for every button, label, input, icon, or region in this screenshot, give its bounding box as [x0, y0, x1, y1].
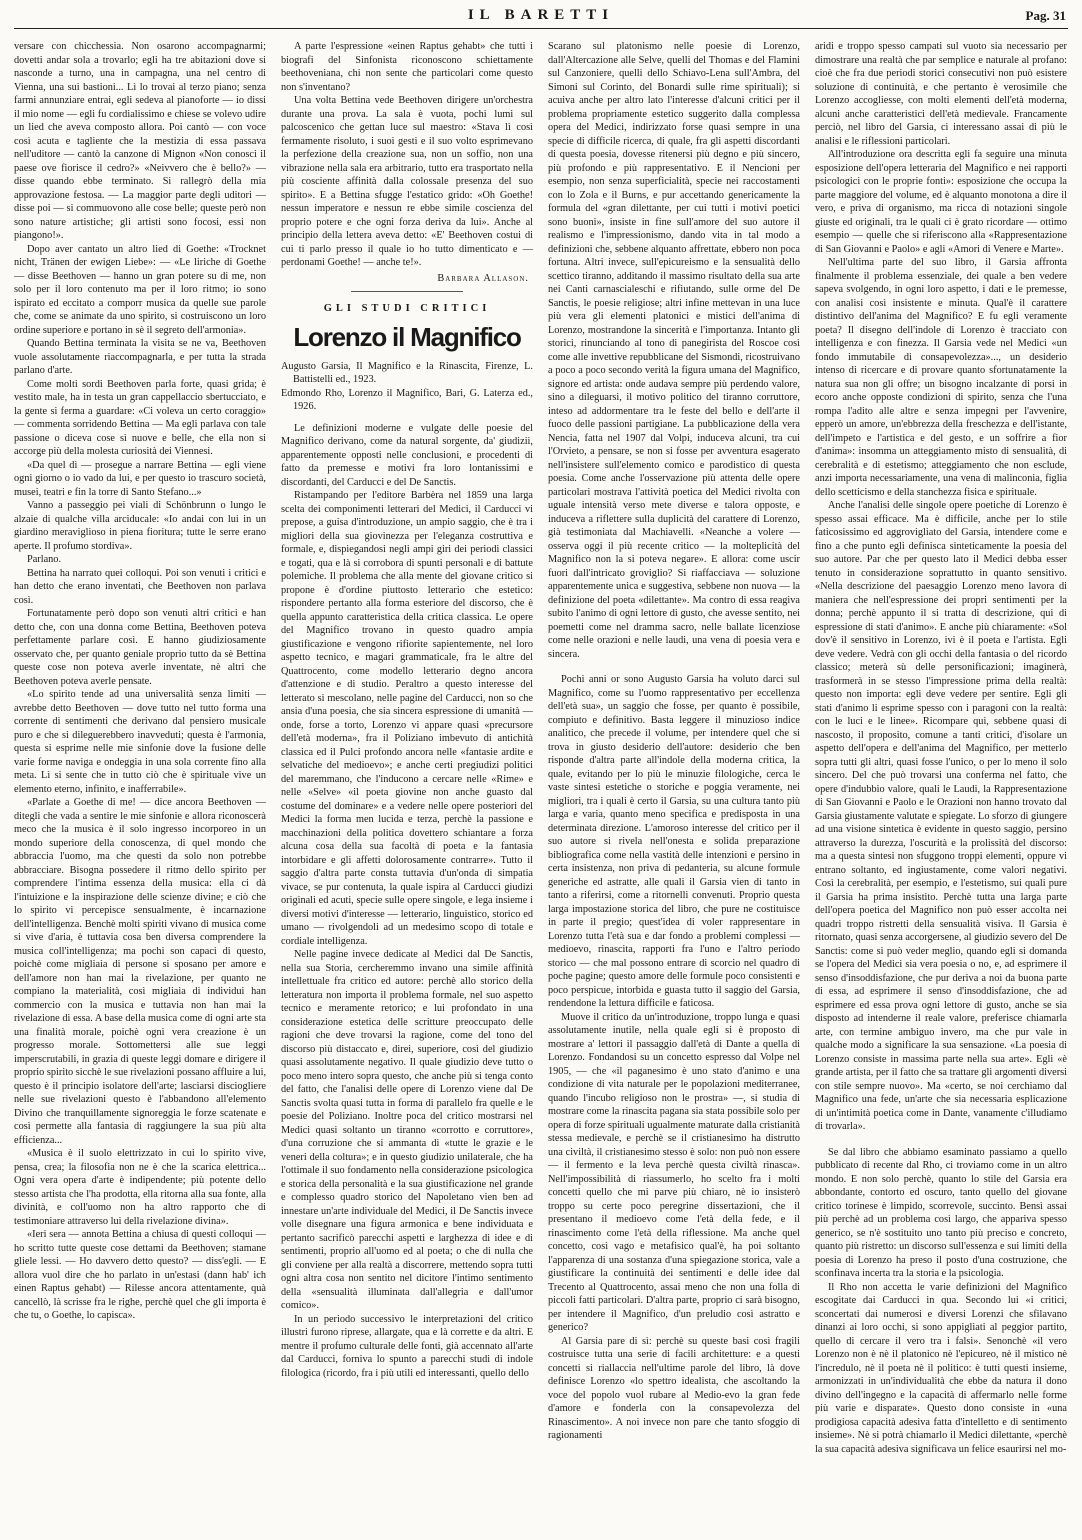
article-body [281, 422, 533, 1381]
author-signature: Barbara Allason. [437, 272, 529, 284]
paragraph: Augusto Garsia, Il Magnifico e la Rinascita, Firenze, L. Battistelli ed., 1923. [281, 360, 533, 385]
paragraph: Dopo aver cantato un altro lied di Goethe: «Trocknet nicht, Tränen der ewigen Liebe»: — «Le liriche di Goethe — disse Beethoven — hanno un gran potere su di me, non solo per il loro contenuto ma per il loro ritmo; io sono ispirato ed eccitato a comporr musica da quelle sue parole che, come se animate da uno spirito, si costruiscono un loro ordine superiore e portano in sè il segreto dell'armonia». [14, 243, 266, 336]
section-break [548, 661, 800, 673]
paragraph: Anche l'analisi delle singole opere poetiche di Lorenzo è spesso assai efficace. Ma è difficile, anche per lo stile faticosissimo ed aggrovigliato del Garsia, intendere come e fino a che punto egli definisca sinteticamente la poesia del suo autore. Par che per questo lato il Medici debba esser tenuto in considerazione soprattutto in quanto sensitivo. «Nella descrizione del paesaggio Lorenzo meno lavora di maniera che nell'espressione dei propri sentimenti per la donna; perchè appunto il si tratta di descrizione, qui di espressione di stati d'animo». E anche più chiaramente: «Sol dov'è il sensitivo in Lorenzo, ivi è il poeta e l'artista. Egli deve vedere. Vedrà con gli occhi della fantasia o del ricordo classico; meterà sù delle personificazioni; imaginerà, trasformerà in se stesso l'impressione prima della realtà: questo non importa: egli deve vedere per sentire. Egli gli stati d'animo li esprime spesso con i paragoni con la realtà: con le luci e le linee». Ricompare qui, sebbene quasi di nascosto, il proposito, comune a tanti critici, d'isolare un aspetto dell'opera e dell'anima del Magnifico, per metterlo sopra tutti gli altri, quasi fosse l'unico, o per lo meno il solo sincero. Del che può trovarsi una conferma nel fatto, che opere d'indubbio valore, quali le Laudi, la Rappresentazione di San Giovanni e Paolo e le Orazioni non hanno trovato dal Garsia giustamente valutate e spiegate. Lo sforzo di giungere ad una visione sintetica è evidente in questo saggio, persino attraverso la durezza, l'oscurità e la prolissità del discorso: ma a questa sintesi non sfuggono troppi elementi, oppure vi entrano soltanto, ed ingiustamente, come valori negativi. Così la cerebralità, per esempio, e l'estetismo, sui quali pure il Garsia ha prima insistito. Perchè tutta una larga parte dell'opera poetica del Magnifico non può esser accolta nei quadri troppo ristretti della sensualità visiva. Il Garsia è ritornato, quasi senza accorgersene, al giudizio severo del De Sanctis: come si può veder meglio, quando egli si domanda se l'opera del Medici sia vera poesia o no, e, ad esprimere il senso d'insoddisfazione, che pur deriva a noi da buona parte di essa, ad esprimere il senso d'insoddisfazione, che ad esprimere ed essa prova ogni lettore di gusto, anche se sia disposto ad intenderne il reale valore, preferisce chiamarla arte, con termine ambiguo invero, ma che pur vale in qualche modo a significare la sua sensazione. «La poesia di Lorenzo consiste in massima parte nella sua arte». Egli «è grande artista, per il fatto che sa trattare gli argomenti diversi con stile sempre nuovo». Ma «certo, se noi cerchiamo dal Magnifico una fede, un'arte che sia necessaria esplicazione di un'intimità poetica come in Dante, vanamente c'illudiamo di trovarla». [815, 500, 1067, 1132]
paragraph: Come molti sordi Beethoven parla forte, quasi grida; è vestito male, ha in testa un gran cappellaccio sbertucciato, e la gente si ferma a guardare: «Ci voleva un certo coraggio» — commenta sorridendo Bettina — Ma egli parlava con tale passione o diceva cose sì nuove e belle, che ella non si accorge più della molesta curiosità dei Viennesi. [14, 378, 266, 457]
page-header [14, 6, 1068, 29]
bibliography [281, 360, 533, 414]
column-1 [14, 40, 266, 1530]
section-label: GLI STUDI CRITICI [323, 303, 491, 314]
paragraph: Se dal libro che abbiamo esaminato passiamo a quello pubblicato di recente dal Rho, ci troviamo come in un altro mondo. E non solo perchè, quanto lo stile del Garsia era abbondante, contorto ed oscuro, tanto quello del giovane critico torinese è limpido, scorrevole, succinto. Bensì assai più perchè ad un problema così largo, che appariva spesso generico, se n'è sostituito uno tanto più preciso e concreto, quanto più ristretto: un discorso sull'essenza e sui limiti della poesia di Lorenzo ha preso il posto d'una costruzione, che sconfinava incerta tra la storia e la psicologia. [815, 1146, 1067, 1279]
article-headline: Lorenzo il Magnifico [293, 321, 521, 352]
paragraph: A parte l'espressione «einen Raptus gehabt» che tutti i biografi del Sinfonista riconoscono schiettamente beethoveniana, chi non sente che particolari come questo non s'inventano? [281, 41, 533, 93]
paragraph: Quando Bettina terminata la visita se ne va, Beethoven vuole assolutamente riaccompagnarla, e per tutta la strada parlano d'arte. [14, 338, 266, 376]
paragraph: Una volta Bettina vede Beethoven dirigere un'orchestra durante una prova. La sala è vuota, pochi lumi sul palcoscenico che gettan luce sul maestro: «Stava lì così fermamente risoluto, i suoi gesti e il suo volto esprimevano la perfezione della creazione sua, non un soffio, non una vibrazione nella sala era arbitrario, tutto era trasportato nella più cosciente affinità dalla colossale presenza del suo spirito». E a Bettina sfugge l'estatico grido: «Oh Goethe! nessun imperatore e nessun re ebbe simile coscienza del proprio potere e che ogni forza deriva da lui». Anche al principio della lettera aveva detto: «E' Beethoven costui di cui ti parlo presso il quale io ho tutto dimenticato e — perdonami Goethe! — anche te!». [281, 95, 533, 268]
paragraph: Nell'ultima parte del suo libro, il Garsia affronta finalmente il problema essenziale, dei quale a ben vedere sapeva svolgendo, in ogni loro aspetto, i dati e le premesse, con analisi così insistente e minuta. Qual'è il carattere distintivo dell'anima del Magnifico? E fu egli veramente poeta? Il disegno dell'indole di Lorenzo è tracciato con intelligenza e con finezza. Il Garsia vede nel Medici «un fondo immutabile di consapevolezza»..., un desiderio intenso di ricercare e di provare quanto sfortunatamente la natura sua non gli offre; un bisogno incalzante di porsi in ecoro anche opposte condizioni di spirito, senza che l'una rompa l'adito alle altre e senza impegni per l'avvenire, epperò un amore, un'ebbrezza della freschezza e dell'istante, dell'impeto e l'artistica e del gesto, e un soffrire a fior d'anima»: insomma un atteggiamento misto di sensualità, di cerebralità e di estetismo; atteggiamento che non esclude, anzi importa necessariamente, una vena di malinconia, figlia dello scetticismo e della stanchezza fisica e spirituale. [815, 257, 1067, 498]
paragraph: Ristampando per l'editore Barbèra nel 1859 una larga scelta dei componimenti letterari del Medici, il Carducci vi prepose, a guisa d'introduzione, un ampio saggio, che è tra i migliori della sua giovinezza per l'eleganza costruttiva e formale, e, dispiegandosi negli ampi giri dei periodi classici e togati, qua e là si corrobora di spunti personali e di battute polemiche. Il problema che alla mente del giovane critico si propone è d'ordine piuttosto letterario che estetico: rispondere pertanto alla forma esteriore del discorso, che è quella appunto caratteristica della critica classica. Le opere del Magnifico trovano in questo quadro ampia giustificazione e vengono rifiorite sapientemente, nel loro aspetto tecnico, e magari grammaticale, fra le altre del Quattrocento, come modello letterario degno ancora d'attenzione e di studio. Peraltro a questo interesse del letterato si mescolano, nelle pagine del Carducci, non so che ansia d'una poesia, che sia sincera espressione di umanità — onde, forse a torto, Lorenzo vi appare quasi «precursore dell'età moderna», fra il Poliziano imbevuto di antichità classica ed il Pulci profondo ancora nelle «fantasie ardite e selvatiche del medioevo»; e anche certi pregiudizi politici del maremmano, che l'inducono a cercare nelle «Rime» e nelle «Selve» «il poeta giovine non anche guasto dal costume del dominare» e a vedere nelle opere posteriori del Medici la forma men lucida e terza, perchè la passione e macchinazioni della politica dovettero schiantare a forza alcuna cosa della sua facoltà di poeta e la fantasia intorbidare e gli affetti dolorosamente contrarre». Tutto il saggio d'altra parte consta tuttavia d'un'onda di simpatia vivace, se pur contenuta, la quale ispira al Carducci giudizi originali ed acuti, specie sulle opere singole, e lega insieme i diversi motivi d'interesse — letterario, linguistico, storico ed umano — rivolgendoli ad un medesimo scopo di totale e cordiale intelligenza. [281, 490, 533, 947]
beethoven-article-end [281, 40, 533, 270]
section-break [815, 1134, 1067, 1146]
paragraph: versare con chicchessia. Non osarono accompagnarmi; dovetti andar sola a trovarlo; egli ha tre abitazioni dove si nasconde a turno, una in campagna, una nel centro di Vienna, una sui bastioni... Lì lo trovai al terzo piano; senza farmi annunziare entrai, egli sedeva al pianoforte — io dissi il mio nome — egli fu cordialissimo e chiese se volevo udire un lied che aveva composto allora. Poi cantò — con voce così acuta e tagliente che la mestizia di essa passava nell'uditore — cantò la canzone di Mignon «Non conosci il paese ove fiorisce il cedro?» «Neivvero che è bello?» — disse quando ebbe terminato. Si rallegrò della mia approvazione festosa. — La maggior parte degli uditori — disse poi — si commuovono alle cose belle; queste però non sono nature artistiche; gli artisti sono focosi, essi non piangono!». [14, 41, 266, 241]
paragraph: «Musica è il suolo elettrizzato in cui lo spirito vive, pensa, crea; la filosofia non ne è che la scarica elettrica... Ogni vera opera d'arte è indipendente; più potente dello stesso artista che l'ha prodotta, ella ritorna alla sua fonte, alla divinità, e coll'uomo non ha altro rapporto che di testimoniare attraverso lui della rivelazione divina». [14, 1148, 266, 1227]
column-2 [281, 40, 533, 1530]
column-3 [548, 40, 800, 1530]
paragraph: Fortunatamente però dopo son venuti altri critici e han detto che, con una donna come Bettina, Beethoven poteva perfettamente parlare così. E hanno giudiziosamente osservato che, per quanto geniale proprio tutto da sè Bettina queste cose non poteva averle inventate, nè altri che Beethoven poteva averle pensate. [14, 608, 266, 687]
paragraph: Pochi anni or sono Augusto Garsia ha voluto darci sul Magnifico, come su l'uomo rappresentativo per eccellenza dell'età sua», un saggio che fosse, per quanto è possibile, compiuto e definitivo. Basta leggere il minuzioso indice analitico, che precede il volume, per intendere quel che si trova in giusto desiderio dell'autore: desiderio che ben risponde d'altra parte all'indole della moderna critica, la quale, evitando per lo più le minuzie filologiche, cerca le vaste sintesi estetiche o storiche e poggia veramente, nei migliori, tra i quali è certo il Garsia, su una cultura tanto più larga e varia, quanto meno specifica e predisposta in una determinata direzione. L'amoroso interesse del critico per il suo autore si rivela nell'onesta e solida preparazione bibliografica come nella vastità delle intenzioni e persino in certa insistenza, non priva di pedanteria, su alcune formule generiche ed astratte, alle quali il Garsia vien di tanto in tanto a riferirsi, come a ritornelli convenuti. Proprio questa larga impostazione storica del libro, che pure ne costituisce in parte il pregio; quest'idea di voler rappresentare in Lorenzo tutta l'età sua e dar fondo a problemi complessi — medioevo, rinascita, rapporti fra l'uno e l'altro periodo storico — che mal possono entrare di scorcio nel quadro di poche pagine; questo amore delle formule poco consistenti e poco perspicue, intorbida e guasta tutto il saggio del Garsia, rendendone la lettura difficile e faticosa. [548, 674, 800, 1009]
paragraph: «Da quel dì — prosegue a narrare Bettina — egli viene ogni giorno o io vado da lui, e per questo io trascuro società, musei, teatri e fin la torre di Santo Stefano...» [14, 459, 266, 498]
paragraph: «Lo spirito tende ad una universalità senza limiti — avrebbe detto Beethoven — dove tutto nel tutto forma una corrente di sentimenti che derivano dal pensiero musicale puro e che si dileguerebbero inavveduti; questa è l'armonia, questa si esprime nelle mie sinfonie dove la fusione delle varie forme naviga e ondeggia in una sola corrente fino alla meta. Lì si sente che in tutto ciò che è spirituale vive un elemento eterno, infinito, e inafferrabile». [14, 689, 266, 795]
page-number: Pag. 31 [1025, 8, 1066, 23]
paragraph: Al Garsia pare di sì: perchè su queste basi così fragili costruisce tutta una serie di facili architetture: e a questi concetti si riallaccia nell'ultime parole del libro, là dove definisce Lorenzo «lo spettro idealista, che ascoltando la voce del popolo vuol rubare al Medio-evo la gran fede d'amore e fonderla con la consapevolezza del Rinascimento». A noi invece non pare che tanto sfoggio di ragionamenti [548, 1335, 800, 1441]
paragraph: Edmondo Rho, Lorenzo il Magnifico, Bari, G. Laterza ed., 1926. [281, 387, 533, 412]
paragraph: Il Rho non accetta le varie definizioni del Magnifico escogitate dai Carducci in qua. Secondo lui «i critici, sconcertati dai numerosi e diversi Lorenzi che sfilavano dinanzi ai loro occhi, si sono appigliati al peggior partito, quello di cercare il vero tra i falsi». Senonchè «il vero Lorenzo non è nè il platonico nè l'epicureo, nè il mistico nè l'incredulo, nè il poeta nè il politico: è tutti questi insieme, armonizzati in un'individualità che ebbe da natura il dono divino dell'ingegno e la capacità di affermarlo nelle forme più varie e disparate». Questo dono consiste in «una prodigiosa capacità adesiva fatta d'intelletto e di sentimento insieme». Nè si potrà chiamarlo il Medici dilettante, «perchè la sua capacità adesiva significava un felice esaurirsi nel mo- [815, 1281, 1067, 1455]
paragraph: aridi e troppo spesso campati sul vuoto sia necessario per dimostrare una realtà che par semplice e naturale al profano: cioè che fra due periodi storici consecutivi non può esistere soluzione di continuità, e che pertanto è verosimile che Lorenzo accogliesse, con molti elementi dell'età moderna, alcuni anche caratteristici dell'età medievale. Francamente perciò, nel libro del Garsia, ci interessano assai di più le analisi e le riflessioni particolari. [815, 41, 1067, 147]
paragraph: «Parlate a Goethe di me! — dice ancora Beethoven — ditegli che vada a sentire le mie sinfonie e allora riconoscerà meco che la musica è il solo ingresso incorporeo in un mondo superiore della conoscenza, di quel mondo che abbraccia l'uomo, ma che questi da solo non potrebbe abbracciare. Bisogna possedere il ritmo dello spirito per comprendere l'intima essenza della musica: ella ci dà l'intuizione e la inspirazione delle scienze divine; e ciò che lo spirito vi percepisce sensualmente, è incarnazione dell'intelligenza. Benchè molti spiriti vivano di musica come si vive d'aria, è tuttavia cosa ben diversa comprendere la musica coll'intelligenza; ma pochi son capaci di questo, poichè come migliaia di persone si sposano per amore e dell'amore non han mai la rivelazione, per quanto ne compiano la materialità, così migliaia di individui han commercio con la musica e tuttavia non han mai la rivelazione di essa. A base della musica come di ogni arte sta una finalità morale, poichè ogni vera creazione è un progresso morale. Sottomettersi alle sue leggi imperscrutabili, in grazia di queste leggi domare e dirigere il proprio spirito sicchè le sue rivelazioni possano affluire a lui, questo è il principio isolatore dell'arte; lasciarsi disciogliere nelle sue rivelazioni questo è l'abbandono all'elemento Divino che tranquillamente signoreggia le forze scatenate e così permette alla fantasia di raggiungere la sua più alta efficienza... [14, 797, 266, 1146]
paragraph: Vanno a passeggio pei viali di Schönbrunn o lungo le alzaie di qualche villa arciducale: «Io andai con lui in un giardino meraviglioso in piena fioritura; tutte le serre erano aperte. Il profumo stordiva». [14, 500, 266, 552]
column-4 [815, 40, 1067, 1530]
section-divider [351, 291, 463, 292]
paragraph: In un periodo successivo le interpretazioni del critico illustri furono riprese, allargate, qua e là corrette e da altri. E mentre il profumo culturale delle fonti, già accennato all'arte dal Carducci, forniva lo spunto a parecchi studi di indole filologica (ricordo, fra i più utili ed interessanti, quello dello [281, 1313, 533, 1379]
paragraph: All'introduzione ora descritta egli fa seguire una minuta esposizione dell'opera letteraria del Magnifico e nei rapporti psicologici con le proprie fonti»: esposizione che occupa la parte maggiore del volume, ed è alquanto monotona a dire il vero, e priva di organismo, ma ricca di notazioni singole giuste ed originali, tra le quali ci è grato ricordare — ottimo esempio — quelle che si riferiscono alla «Rappresentazione di San Giovanni e Paolo» e agli «Amori di Venere e Marte». [815, 149, 1067, 255]
journal-title: IL BARETTI [467, 7, 615, 23]
paragraph: Scarano sul platonismo nelle poesie di Lorenzo, dall'Altercazione alle Selve, quelli del Thomas e del Flamini sul Canzoniere, quelli dello Schiavo-Lena sull'Ambra, del Simoni sul Corinto, del Bonardi sulle rime spirituali); si acuiva anche per altro lato l'interesse d'alcuni critici per il problema propriamente estetico suggerito dalla complessa opera del Medici, indirizzato forse quasi sempre in una specie di difficile ricerca, di quale, fra gli aspetti discordanti di questa poesia, dovesse ritenersi più degno e più sincero, più profondo e più rappresentativo. E il Nencioni per esempio, non senza superficialità, specie nei raccostamenti con lo Zola e il Burns, e pur accettando genericamente la formula del «gran dilettante, per cui tutti i motivi poetici sono buoni», insiste in fine sull'amore del suo autore il realismo e l'impressionismo, dando vita in tal modo a definizioni che, sebbene alquanto affrettate, ebbero non poca fortuna. Altri invece, sull'epicureismo e la sensualità dello scettico tiranno, additando il massimo risultato della sua arte nei Canti carnascialeschi e rifiutando, sulle orme del De Sanctis, le poesie religiose; altri infine mettevan in una luce più vera gli elementi platonici e mistici dell'anima di Lorenzo, mostrandone la sincerità e l'importanza. Intanto gli storici, rinunciando al tono di panegirista del Roscoe così come alle invettive repubblicane del Sismondi, ricostruivano a poco a poco secondo verità la figura umana del Magnifico, signore ed artista: onde audava sempre più perdendo valore, sino a dileguarsi, il motivo politico del tiranno corruttore, inteso ad addormentare tra le feste del bello e dell'arte il fuoco delle passioni partigiane. La pubblicazione della vera Nencia, fatta nel 1907 dal Volpi, induceva alcuni, tra cui l'Orvieto, a pensare, se non si fosse per avventura esagerato nell'insistere sull'elemento comico e parodistico di questa poesia. Come anche l'osservazione più attenta delle opere particolari mostrava l'attività poetica del Medici rivolta con uguale intensità verso mete diverse e talora opposte, e induceva a riflettere sulla duplicità del carattere di Lorenzo, già testimoniata dal Machiavelli. «Neanche a volere — osserva oggi il più recente critico — la molteplicità del Magnifico non la si poteva negare». E allora: come uscir fuori dall'intricato groviglio? Si riaffacciava — soluzione apparentemente unica e suggestiva, sebbene non nuova — la definizione del poeta «dilettante». Ma contro di essa reagiva subito l'animo di ogni lettore di gusto, che avesse sentito, nei poemetti come nel dramma sacro, nelle ballate licenziose come nelle orazioni e nelle laudi, una vena di poesia vera e sincera. [548, 41, 800, 660]
paragraph: Parlano. [27, 554, 62, 565]
paragraph: «Ieri sera — annota Bettina a chiusa di questi colloqui — ho scritto tutte queste cose dettami da Beethoven; stamane gliele lessi. — Ho davvero detto questo? — diss'egli. — E allora vuol dire che ho parlato in un'estasi (dann hab' ich einen Raptus gehabt) — Rilesse ancora attentamente, quà cancellò, là scrisse fra le righe, perchè quel che gli importa è che tu, o Goethe, lo capisca». [14, 1229, 266, 1321]
paragraph: Le definizioni moderne e vulgate delle poesie del Magnifico derivano, come da natural sorgente, da' giudizii, apparentemente opposti nelle conclusioni, e procedenti di fatto da premesse e motivi fra loro lontanissimi e discordanti, del Carducci e del De Sanctis. [281, 422, 533, 488]
paragraph: Nelle pagine invece dedicate al Medici dal De Sanctis, nella sua Storia, cercheremmo invano una simile affinità intellettuale fra critico ed autore: perchè allo storico della letteratura non importa il problema formale, nel suo aspetto tecnico e meramente retorico; e lui profondato in una considerazione estetica delle scritture preoccupato delle ragioni che deve trovarsi la ragione, come del tono del discorso più distaccato e, direi, superiore, così del giudizio quasi assolutamente negativo. Il quale giudizio deve tutto o poco meno intero sopra questo, che anche più si tenga conto del fatto, che l'analisi delle opere di Lorenzo viene dal De Sanctis svolta quasi tutta in forma di parallelo fra quelle e le poesie del Poliziano. Inoltre poca del critico mostrarsi nel Medici quasi soltanto un tiranno «corrotto e corruttore», d'una corruzione che si ammanta di «tutte le grazie e le veneri della coltura»; e in questo giudizio unilaterale, che ha l'ottimale il suo fondamento nella considerazione psicologica e storica della personalità e la sua giustificazione nel grande e complesso quadro storico del Napoletano vien ben ad innestare un'arte individuale del Medici, il De Sanctis invece volle disegnare una figura armonica e bene individuata e pertanto sacrificò parecchi aspetti e larghezza di idee e di sentimenti, proprio all'uomo ed al poeta; o che di nulla che gli conviene per alla realtà a discorrere, mettendo sopra tutti ogni altra cosa non sentito nel dicitore l'intimo sentimento della «sensualità illuminata dall'allegria e dall'umor comico». [281, 949, 533, 1311]
paragraph: Bettina ha narrato quei colloqui. Poi son venuti i critici e han detto che erano inventati, che Beethoven non parlava così. [14, 567, 266, 606]
paragraph: Muove il critico da un'introduzione, troppo lunga e quasi assolutamente inutile, nella quale egli si è proposto di mostrare a' lettori il passaggio dall'età di Dante a quella di Lorenzo. Fondandosi su un concetto espresso dal Volpe nel 1905, — che «il paganesimo è uno stato d'animo e una condizione di vita naturale per le popolazioni mediterranee, quando l'incubo religioso non le prostra» —, si studia di mostrare come la rinascita pagana sia stata possibile solo per opera di forze spirituali ugualmente maturate dalla cristianità stessa medievale, e perchè se il cristianesimo ha distrutto una civiltà, il cristianesimo stesso è solo: non può non essere — il fermento e la leva perchè questa civiltà rinasca». Nell'impossibilità di riassumerlo, ho scelto fra i molti concetti quello che mi parve più chiaro, nè io insisterò troppo su certe poco peregrine dissertazioni, che il presentano il medioevo come l'età della fede, e il rinascimento come l'età della riflessione. Ma anche quel concetto, così vago e metafisico qual'è, ha poi soltanto l'apparenza di una sostanza d'una spiegazione storica, vale a giustificare la continuità dei sentimenti e delle idee dal Trecento al Quattrocento, assai meno che non una folla di piccoli fatti particolari. D'altra parte, proprio ci sarà bisogno, per intendere il Magnifico, d'un preludio così astratto e generico? [548, 1011, 800, 1333]
